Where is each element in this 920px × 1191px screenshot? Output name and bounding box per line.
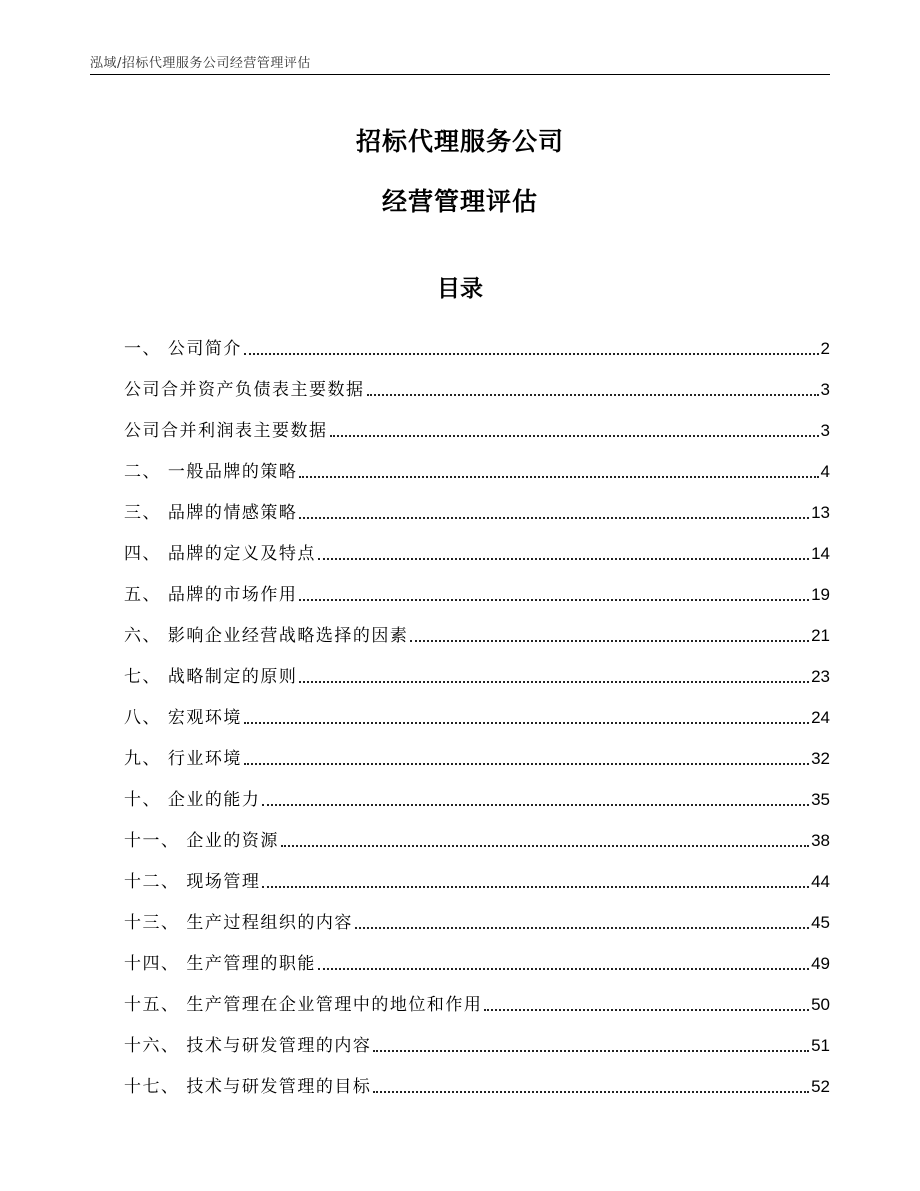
header-divider (90, 74, 830, 75)
toc-entry-label: 十、 企业的能力 (124, 790, 261, 810)
toc-entry[interactable] (124, 935, 830, 976)
toc-entry-page-number: 50 (811, 995, 830, 1014)
table-of-contents (124, 320, 830, 1099)
toc-entry-page-number: 3 (820, 421, 830, 440)
toc-entry-label: 一、 公司简介 (124, 339, 242, 359)
toc-dot-leader (244, 763, 809, 765)
toc-entry-page-number: 4 (820, 462, 830, 481)
toc-entry-page-number: 51 (811, 1036, 830, 1055)
toc-dot-leader (373, 1050, 809, 1052)
toc-entry-label: 十二、 现场管理 (124, 872, 261, 892)
toc-entry[interactable] (124, 730, 830, 771)
toc-entry-page-number: 38 (811, 831, 830, 850)
toc-entry-page-number: 49 (811, 954, 830, 973)
toc-entry[interactable] (124, 1058, 830, 1099)
toc-entry-label: 九、 行业环境 (124, 749, 242, 769)
toc-dot-leader (262, 886, 809, 888)
toc-entry-page-number: 14 (811, 544, 830, 563)
toc-dot-leader (262, 804, 809, 806)
toc-entry-label: 十七、 技术与研发管理的目标 (124, 1077, 372, 1097)
toc-entry[interactable] (124, 1017, 830, 1058)
toc-entry-label: 七、 战略制定的原则 (124, 667, 298, 687)
toc-entry-label: 十四、 生产管理的职能 (124, 954, 316, 974)
running-header: 泓域/招标代理服务公司经营管理评估 (90, 56, 311, 71)
toc-entry-page-number: 52 (811, 1077, 830, 1096)
toc-dot-leader (318, 968, 809, 970)
toc-entry[interactable] (124, 484, 830, 525)
toc-entry[interactable] (124, 361, 830, 402)
toc-entry-page-number: 19 (811, 585, 830, 604)
toc-entry-page-number: 3 (820, 380, 830, 399)
toc-dot-leader (484, 1009, 809, 1011)
toc-dot-leader (410, 640, 809, 642)
toc-dot-leader (367, 394, 819, 396)
toc-entry[interactable] (124, 689, 830, 730)
toc-entry[interactable] (124, 853, 830, 894)
toc-entry-label: 十一、 企业的资源 (124, 831, 279, 851)
toc-entry-label: 公司合并利润表主要数据 (124, 421, 328, 441)
toc-entry[interactable] (124, 812, 830, 853)
toc-entry-page-number: 45 (811, 913, 830, 932)
toc-entry-page-number: 2 (820, 339, 830, 358)
toc-entry-label: 十三、 生产过程组织的内容 (124, 913, 353, 933)
toc-dot-leader (330, 435, 819, 437)
toc-dot-leader (299, 599, 809, 601)
toc-entry-page-number: 21 (811, 626, 830, 645)
toc-entry-label: 二、 一般品牌的策略 (124, 462, 298, 482)
toc-entry[interactable] (124, 976, 830, 1017)
toc-entry-label: 五、 品牌的市场作用 (124, 585, 298, 605)
toc-entry[interactable] (124, 607, 830, 648)
toc-entry-label: 公司合并资产负债表主要数据 (124, 380, 365, 400)
document-title: 招标代理服务公司 (355, 127, 564, 156)
toc-entry-page-number: 32 (811, 749, 830, 768)
toc-entry-label: 八、 宏观环境 (124, 708, 242, 728)
document-subtitle: 经营管理评估 (381, 187, 538, 216)
toc-entry-page-number: 44 (811, 872, 830, 891)
toc-entry-label: 六、 影响企业经营战略选择的因素 (124, 626, 409, 646)
toc-dot-leader (373, 1091, 809, 1093)
toc-entry[interactable] (124, 320, 830, 361)
toc-entry-page-number: 35 (811, 790, 830, 809)
toc-entry-page-number: 24 (811, 708, 830, 727)
toc-entry[interactable] (124, 443, 830, 484)
toc-heading: 目录 (437, 276, 483, 302)
toc-dot-leader (244, 722, 809, 724)
toc-dot-leader (244, 353, 819, 355)
toc-dot-leader (281, 845, 809, 847)
toc-entry-label: 四、 品牌的定义及特点 (124, 544, 316, 564)
toc-dot-leader (299, 476, 818, 478)
toc-dot-leader (299, 517, 809, 519)
toc-entry[interactable] (124, 648, 830, 689)
toc-entry-page-number: 23 (811, 667, 830, 686)
toc-entry[interactable] (124, 402, 830, 443)
toc-entry[interactable] (124, 525, 830, 566)
toc-entry[interactable] (124, 566, 830, 607)
toc-entry-label: 十五、 生产管理在企业管理中的地位和作用 (124, 995, 483, 1015)
toc-dot-leader (299, 681, 809, 683)
toc-entry-label: 三、 品牌的情感策略 (124, 503, 298, 523)
toc-entry[interactable] (124, 771, 830, 812)
toc-entry-page-number: 13 (811, 503, 830, 522)
toc-entry[interactable] (124, 894, 830, 935)
toc-entry-label: 十六、 技术与研发管理的内容 (124, 1036, 372, 1056)
toc-dot-leader (355, 927, 809, 929)
toc-dot-leader (318, 558, 809, 560)
